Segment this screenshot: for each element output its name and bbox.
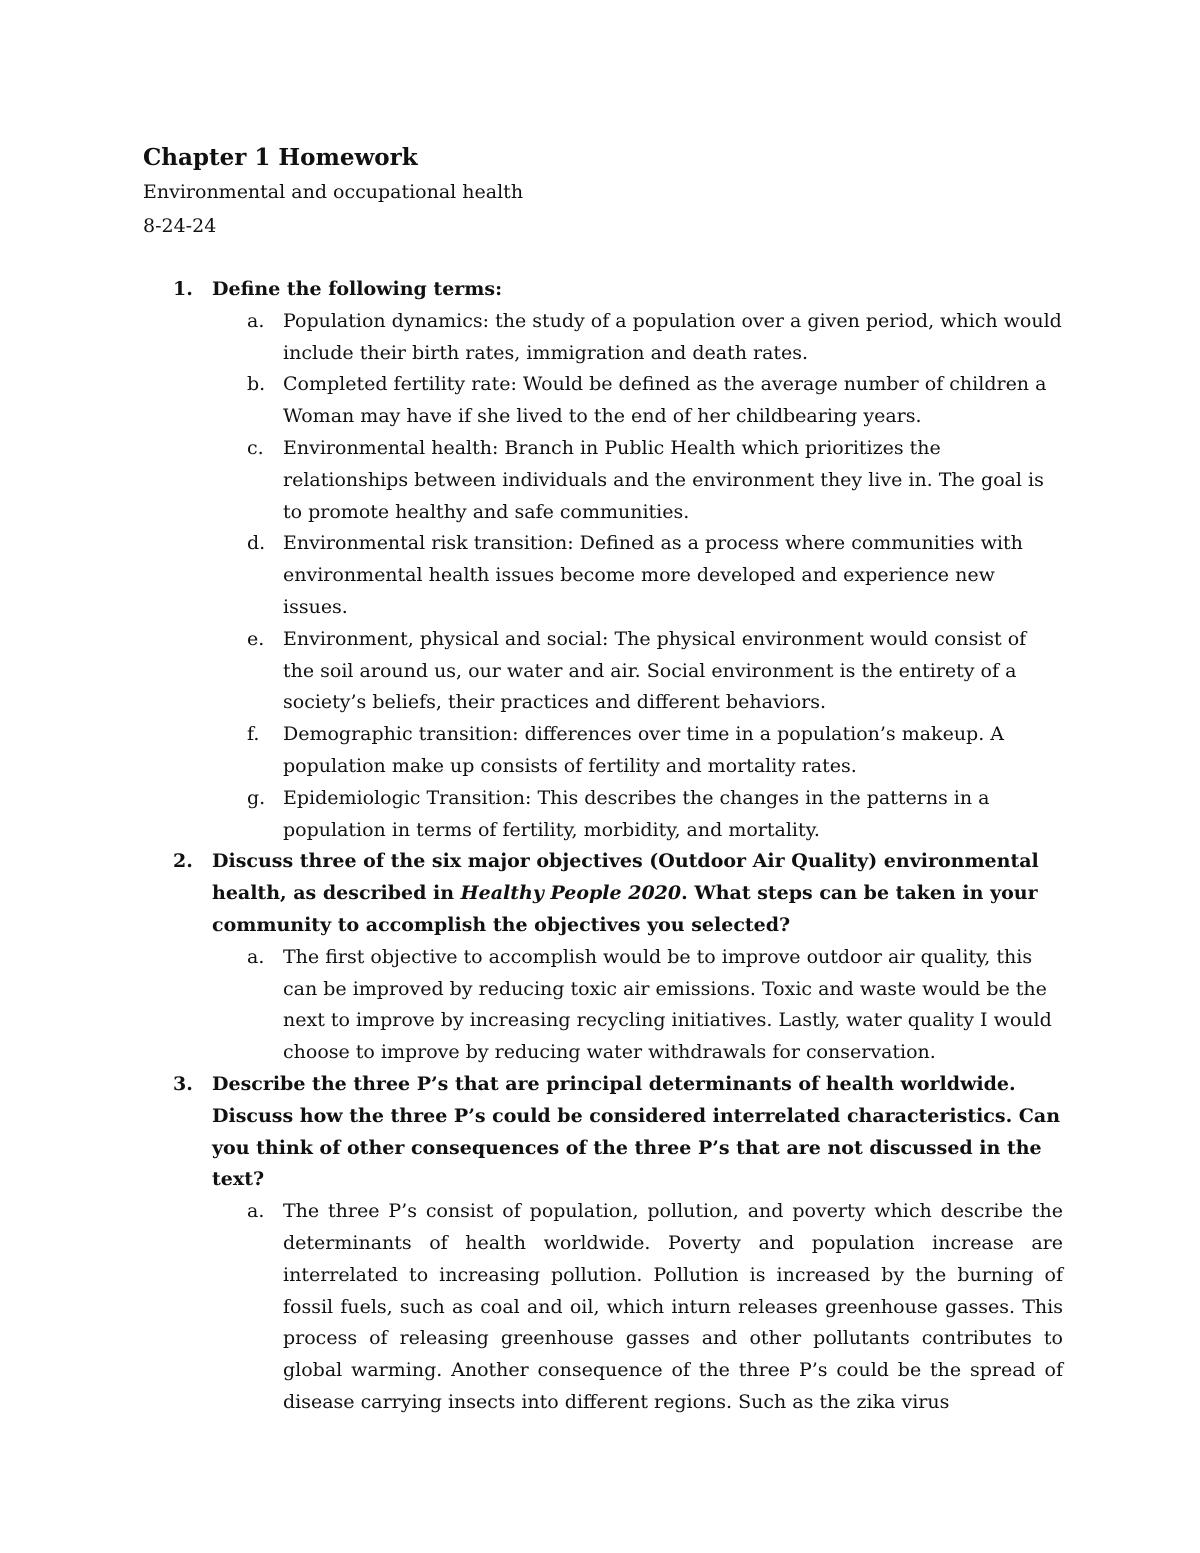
answer-item (212, 528, 1063, 623)
answer-item (212, 369, 1063, 433)
answer-letter: a. (247, 1200, 265, 1223)
answer-text: Environmental health: Branch in Public Health which prioritizes the relationships between individuals and the environment they live in. The goal is to promote healthy and safe communities. (283, 436, 1044, 523)
question-1 (173, 274, 1063, 846)
question-3 (173, 1069, 1063, 1419)
answer-text: Epidemiologic Transition: This describes the changes in the patterns in a population in terms of fertility, morbidity, and mortality. (283, 786, 990, 841)
answer-letter: a. (247, 309, 265, 332)
answer-item (212, 719, 1063, 783)
answer-letter: a. (247, 945, 265, 968)
question-list (173, 274, 1063, 1419)
answer-text: Environment, physical and social: The physical environment would consist of the soil around us, our water and air. Social environment is the entirety of a society’s beliefs, their practices and different behaviors. (283, 627, 1027, 714)
question-prompt: Define the following terms: (212, 278, 503, 300)
question-number: 3. (173, 1072, 193, 1095)
answer-item (212, 306, 1063, 370)
question-prompt (212, 846, 1063, 941)
answer-text: Demographic transition: differences over time in a population’s makeup. A population make up consists of fertility and mortality rates. (283, 723, 1005, 777)
answer-letter: f. (247, 723, 260, 746)
answer-text: Environmental risk transition: Defined as a process where communities with environmental health issues become more developed and experience new issues. (283, 532, 1023, 618)
book-title: Healthy People 2020 (460, 882, 682, 905)
answer-letter: e. (247, 627, 265, 650)
answer-text: The three P’s consist of population, pollution, and poverty which describe the determinants of health worldwide. Poverty and population increase are interrelated to increasing pollution. Pollution is increased by the burning of fossil fuels, such as coal and oil, which inturn releases greenhouse gasses. This process of releasing greenhouse gasses and other pollutants contributes to global warming. Another consequence of the three P’s could be the spread of disease carrying insects into different regions. Such as the zika virus (283, 1200, 1063, 1413)
page-title: Chapter 1 Homework (143, 144, 418, 171)
answer-letter: b. (247, 373, 266, 396)
question-number: 1. (173, 278, 193, 300)
answer-letter: d. (247, 532, 266, 555)
document-date: 8-24-24 (143, 215, 217, 237)
answer-item (212, 624, 1063, 719)
question-prompt-part: Discuss three of the six major objectives (Outdoor Air Quality) environmental health, as described in (212, 850, 1039, 905)
question-2 (173, 846, 1063, 1069)
course-name: Environmental and occupational health (143, 181, 524, 203)
answer-text: Population dynamics: the study of a population over a given period, which would include their birth rates, immigration and death rates. (283, 309, 1062, 364)
answer-item (212, 783, 1063, 847)
document-header (143, 142, 1093, 242)
answer-item (212, 942, 1063, 1069)
question-number: 2. (173, 850, 193, 873)
answer-item (212, 433, 1063, 528)
answer-text: Completed fertility rate: Would be defined as the average number of children a Woman may have if she lived to the end of her childbearing years. (283, 373, 1047, 428)
question-prompt-part: . What steps can be taken in your community to accomplish the objectives you selected? (212, 882, 1038, 936)
answer-text: The first objective to accomplish would be to improve outdoor air quality, this can be improved by reducing toxic air emissions. Toxic and waste would be the next to improve by increasing recycling initiatives. Lastly, water quality I would choose to improve by reducing water withdrawals for conservation. (283, 945, 1052, 1064)
answer-letter: c. (247, 436, 264, 459)
question-prompt: Describe the three P’s that are principal determinants of health worldwide. Discuss how the three P’s could be considered interrelated characteristics. Can you think of other consequences of the three P’s that are not discussed in the text? (212, 1072, 1061, 1191)
answer-letter: g. (247, 786, 266, 809)
answer-item (212, 1196, 1063, 1419)
